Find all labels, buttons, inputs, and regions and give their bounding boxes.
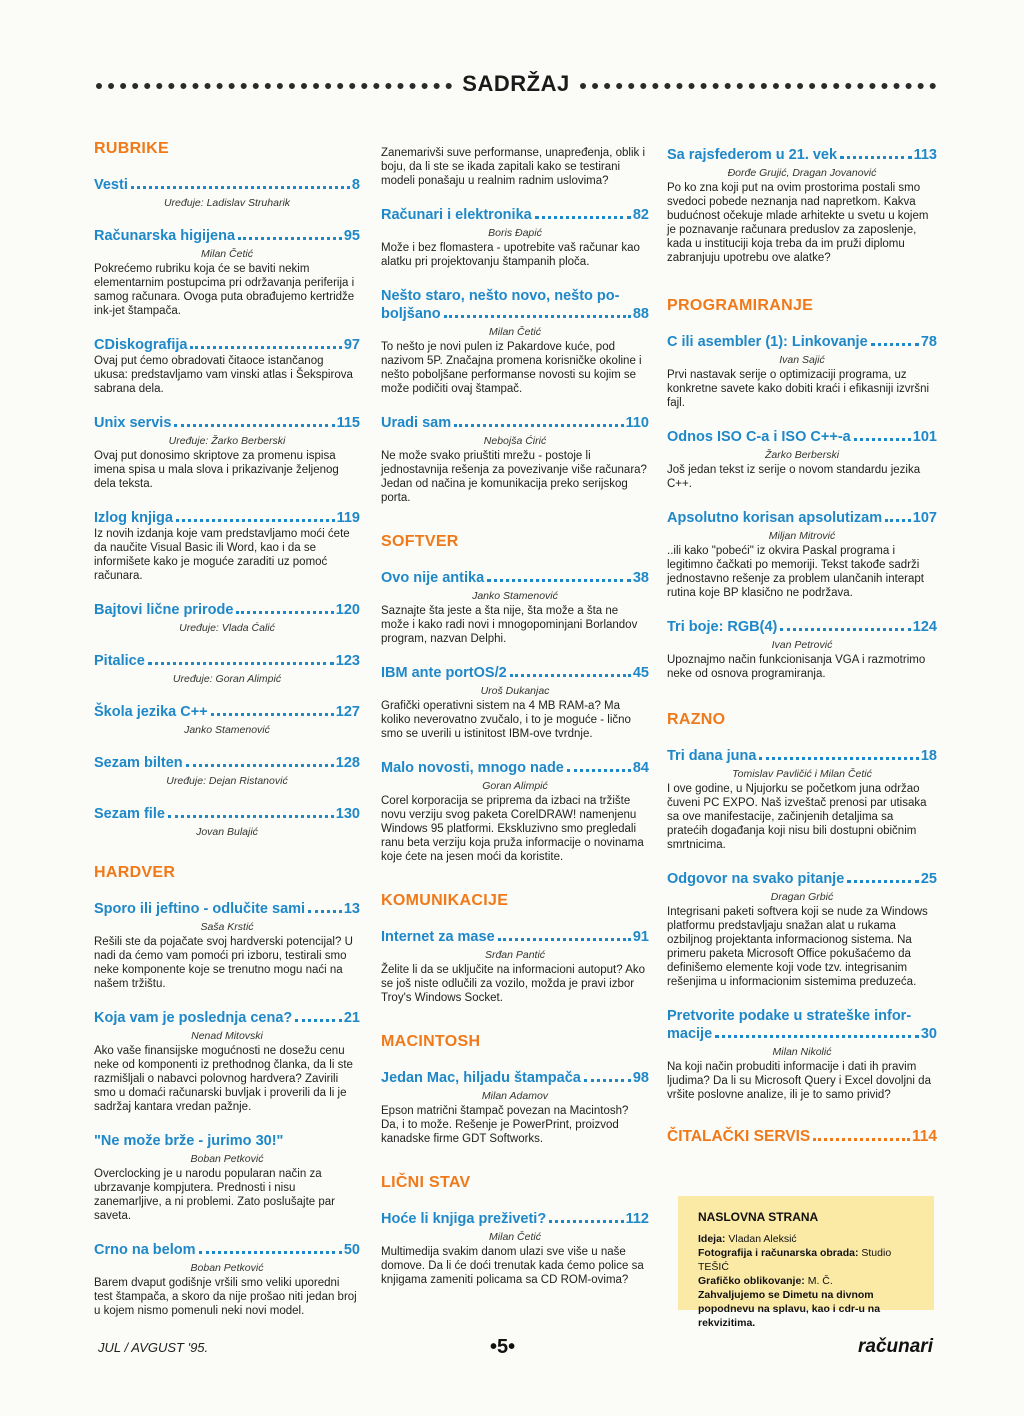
- entry-title: Crno na belom: [94, 1242, 196, 1258]
- entry-title: Škola jezika C++: [94, 704, 208, 720]
- entry-author: Janko Stamenović: [472, 590, 558, 602]
- page-title: SADRŽAJ: [462, 71, 570, 96]
- entry-page: 98: [632, 1070, 649, 1086]
- entry-author: Nenad Mitovski: [191, 1030, 263, 1042]
- entry-title: Uradi sam: [381, 415, 452, 431]
- entry-desc: Epson matrični štampač povezan na Macintosh? Da, i to može. Rešenje je PowerPrint, proizvod kanadske firme GDT Softworks.: [381, 1105, 629, 1145]
- entry-desc: Prvi nastavak serije o optimizaciji programa, uz konkretne savete kako dobiti kraći i efikasniji izvršni fajl.: [667, 369, 930, 409]
- entry-title: Unix servis: [94, 415, 172, 431]
- entry-author: Dragan Grbić: [770, 891, 834, 903]
- entry-file[interactable]: [94, 805, 360, 838]
- entry-rajsfeder[interactable]: [667, 146, 937, 265]
- entry-title: Vesti: [94, 177, 128, 193]
- entry-desc: Overclocking je u narodu popularan način za ubrzavanje kompjutera. Prednosti i nisu zanemarljive, a ni problemi. Zato poslušajte par saveta.: [94, 1168, 335, 1222]
- entry-title: Računari i elektronika: [381, 207, 532, 223]
- section-rubrike: RUBRIKE: [94, 140, 169, 157]
- entry-author: Uređuje: Dejan Ristanović: [166, 775, 288, 787]
- entry-desc: Saznajte šta jeste a šta nije, šta može a šta ne može i kako radi novi i mnogopominjani Borlandov program, nazvan Delphi.: [381, 605, 638, 645]
- entry-title: Ovo nije antika: [381, 570, 485, 586]
- entry-desc: Želite li da se uključite na informacioni autoput? Ako se još niste odlučili za vozilo, možda je pravi izbor Troy's Windows Socket.: [381, 964, 646, 1004]
- entry-desc: Može i bez flomastera - upotrebite vaš računar kao alatku pri projektovanju štampanih ploča.: [381, 242, 640, 268]
- entry-uradi[interactable]: [381, 414, 649, 505]
- entry-title: Odnos ISO C-a i ISO C++-a: [667, 429, 851, 445]
- section-razno: RAZNO: [667, 711, 726, 728]
- entry-page: 95: [343, 228, 360, 244]
- entry-author: Goran Alimpić: [482, 780, 548, 792]
- entry-pitalice[interactable]: [94, 652, 360, 685]
- entry-title: Sezam bilten: [94, 755, 183, 771]
- entry-page: 45: [632, 665, 649, 681]
- entry-author: Milan Adamov: [481, 1090, 549, 1102]
- entry-author: Milan Četić: [489, 1231, 541, 1243]
- entry-desc: Ako vaše finansijske mogućnosti ne dosežu cenu neke od komponenti iz prethodnog članka, da li ste razmišljali o nabavci polovnog hardvera? Zavirili smo u domaći računarski buvljak i proverili da li je sadržaj kantara vredan pažnje.: [94, 1045, 353, 1113]
- entry-title: ČITALAČKI SERVIS: [667, 1128, 811, 1145]
- entry-author: Đorđe Grujić, Dragan Jovanović: [727, 167, 877, 179]
- credit-idea: Ideja: Vladan Aleksić: [698, 1233, 797, 1245]
- page-number: •5•: [490, 1336, 516, 1358]
- entry-author: Tomislav Pavličić i Milan Četić: [732, 768, 872, 780]
- entry-bilten[interactable]: [94, 754, 360, 787]
- entry-title: Pitalice: [94, 653, 145, 669]
- header-dots-left: [96, 83, 452, 89]
- entry-knjiga[interactable]: [381, 1210, 649, 1287]
- entry-page: 78: [920, 334, 937, 350]
- issue-date: JUL / AVGUST '95.: [98, 1340, 209, 1355]
- entry-page: 25: [920, 871, 937, 887]
- entry-page: 128: [335, 755, 360, 771]
- entry-page: 82: [632, 207, 649, 223]
- entry-desc: Ne može svako priuštiti mrežu - postoje li jednostavnija rešenja za povezivanje više računara? Jedan od načina je komunikacija preko serijskog porta.: [381, 450, 647, 504]
- entry-desc: I ove godine, u Njujorku se početkom juna održao čuveni PC EXPO. Naš izveštač prenosi par utisaka sa ove manifestacije, začinjenih detaljima sa pratećih događanja koji nisu bili dostupni običnim smrtnicima.: [667, 783, 927, 851]
- entry-page: 13: [343, 901, 360, 917]
- entry-page: 21: [343, 1010, 360, 1026]
- entry-page: 130: [335, 806, 360, 822]
- section-licni-stav: LIČNI STAV: [381, 1174, 471, 1191]
- entry-cdiskografija[interactable]: [94, 336, 360, 396]
- entry-staro[interactable]: [381, 287, 649, 396]
- entry-page: 38: [632, 570, 649, 586]
- entry-title: Apsolutno korisan apsolutizam: [667, 510, 883, 526]
- entry-rgb[interactable]: [667, 618, 937, 681]
- entry-desc: Grafički operativni sistem na 4 MB RAM-a? Ma koliko neverovatno zvučalo, i to je moguće - lično smo se uverili u istinitost IBM-ove tvrdnje.: [381, 700, 631, 740]
- entry-unix[interactable]: [94, 414, 360, 491]
- entry-page: 101: [912, 429, 937, 445]
- entry-title: Izlog knjiga: [94, 510, 173, 526]
- cover-box-title: NASLOVNA STRANA: [698, 1210, 819, 1224]
- entry-bajtovi[interactable]: [94, 601, 360, 634]
- entry-page: 97: [343, 337, 360, 353]
- entry-author: Janko Stamenović: [184, 724, 270, 736]
- entry-antika[interactable]: [381, 569, 649, 646]
- entry-novosti[interactable]: [381, 759, 649, 864]
- entry-page: 123: [335, 653, 360, 669]
- entry-sporo[interactable]: [94, 900, 360, 991]
- entry-title: Malo novosti, mnogo nade: [381, 760, 564, 776]
- entry-asembler[interactable]: [667, 333, 937, 410]
- entry-title: Tri boje: RGB(4): [667, 619, 778, 635]
- entry-page: 127: [335, 704, 360, 720]
- entry-page: 84: [632, 760, 649, 776]
- entry-author: Ivan Petrović: [771, 639, 833, 651]
- entry-desc: To nešto je novi pulen iz Pakardove kuće, pod nazivom 5P. Značajna promena korisničke okoline i nešto poboljšane performanse novosti su kojim se može podičiti ovaj štampač.: [381, 341, 642, 395]
- entry-desc: Pokrećemo rubriku koja će se baviti nekim elementarnim postupcima pri održavanja periferija i samog računara. Ovoga puta obrađujemo kertridže ink-jet štampača.: [94, 263, 355, 317]
- entry-title: Odgovor na svako pitanje: [667, 871, 845, 887]
- entry-vesti[interactable]: [94, 176, 360, 209]
- entry-desc: Ovaj put ćemo obradovati čitaoce istančanog ukusa: predstavljamo vam vinski atlas i Šekspirova sabrana dela.: [94, 355, 353, 395]
- entry-author: Milan Nikolić: [772, 1046, 832, 1058]
- entry-author: Boban Petković: [190, 1153, 264, 1165]
- entry-title-line1: Pretvorite podake u strateške infor-: [667, 1008, 912, 1024]
- entry-author: Milan Četić: [489, 326, 541, 338]
- cover-credits-box: [678, 1196, 934, 1329]
- entry-page: 50: [343, 1242, 360, 1258]
- entry-skola[interactable]: [94, 703, 360, 736]
- entry-desc: Upoznajmo način funkcionisanja VGA i razmotrimo neke od osnova programiranja.: [667, 654, 926, 680]
- section-komunikacije: KOMUNIKACIJE: [381, 892, 509, 909]
- entry-title: Sezam file: [94, 806, 165, 822]
- entry-title: Hoće li knjiga preživeti?: [381, 1211, 547, 1227]
- entry-author: Uređuje: Vlada Ćalić: [179, 622, 275, 634]
- entry-title: Bajtovi lične prirode: [94, 602, 234, 618]
- entry-page: 30: [920, 1026, 937, 1042]
- entry-page: 115: [336, 415, 360, 431]
- entry-desc: ..ili kako "pobeći" iz okvira Paskal programa i legitimno čačkati po memoriji. Tekst takođe sadrži jednostavno rešenje za problem ulančanih interapt rutina koje BP klasično ne podržava.: [667, 545, 924, 599]
- entry-title: Računarska higijena: [94, 228, 236, 244]
- entry-higijena[interactable]: [94, 227, 360, 318]
- entry-title: IBM ante portOS/2: [381, 665, 507, 681]
- page-header: [96, 64, 936, 104]
- entry-title: Tri dana juna: [667, 748, 757, 764]
- entry-author: Ivan Sajić: [779, 354, 825, 366]
- entry-title: Internet za mase: [381, 929, 495, 945]
- entry-author: Boris Đapić: [488, 227, 542, 239]
- entry-elektronika[interactable]: [381, 206, 649, 269]
- entry-title: Koja vam je poslednja cena?: [94, 1010, 293, 1026]
- entry-mac[interactable]: [381, 1069, 649, 1146]
- entry-pitanje[interactable]: [667, 870, 937, 989]
- magazine-brand: računari: [858, 1336, 933, 1357]
- entry-title: C ili asembler (1): Linkovanje: [667, 334, 868, 350]
- entry-author: Uređuje: Žarko Berberski: [168, 435, 286, 447]
- entry-author: Miljan Mitrović: [768, 530, 836, 542]
- entry-author: Žarko Berberski: [764, 449, 840, 461]
- entry-page: 88: [632, 306, 649, 322]
- entry-title-line2: boljšano: [381, 306, 441, 322]
- column-middle: [381, 146, 649, 1305]
- entry-desc: Barem dvaput godišnje vršili smo veliki uporedni test štampača, a skoro da nije prošao niti jedan broj u kojem nismo pomenuli neki novi model.: [94, 1277, 357, 1317]
- section-programiranje: PROGRAMIRANJE: [667, 297, 814, 314]
- entry-author: Jovan Bulajić: [196, 826, 258, 838]
- entry-page: 119: [336, 510, 360, 526]
- entry-title: Jedan Mac, hiljadu štampača: [381, 1070, 581, 1086]
- column-right: [667, 146, 937, 1164]
- entry-citalacki-servis[interactable]: [667, 1128, 937, 1146]
- entry-author: Uređuje: Ladislav Struharik: [163, 197, 291, 209]
- entry-title: CDiskografija: [94, 337, 188, 353]
- entry-title: Sa rajsfederom u 21. vek: [667, 147, 838, 163]
- entry-page: 107: [912, 510, 937, 526]
- section-softver: SOFTVER: [381, 533, 459, 550]
- entry-apsolutizam[interactable]: [667, 509, 937, 600]
- entry-internet[interactable]: [381, 928, 649, 1005]
- entry-desc: Iz novih izdanja koje vam predstavljamo moći ćete da naučite Visual Basic ili Word, kao i da se informišete kako je moguće zaraditi uz pomoć računara.: [94, 528, 350, 582]
- entry-page: 112: [625, 1211, 649, 1227]
- entry-crno[interactable]: [94, 1241, 360, 1318]
- entry-page: 124: [912, 619, 937, 635]
- entry-desc: Na koji način probuditi informacije i dati ih pravim ljudima? Da li su Microsoft Query i Excel dovoljni da vršite poslovne analize, ili je to samo privid?: [667, 1061, 931, 1101]
- credit-design: Grafičko oblikovanje: M. Č.: [698, 1275, 833, 1287]
- entry-desc: Ovaj put donosimo skriptove za promenu ispisa imena spisa u mala slova i prikazivanje željenog dela teksta.: [94, 450, 339, 490]
- section-macintosh: MACINTOSH: [381, 1033, 481, 1050]
- entry-author: Boban Petković: [190, 1262, 264, 1274]
- entry-title-line2: macije: [667, 1026, 713, 1042]
- entry-author: Srđan Pantić: [484, 949, 546, 961]
- entry-page: 91: [632, 929, 649, 945]
- entry-author: Uređuje: Goran Alimpić: [172, 673, 282, 685]
- entry-cena[interactable]: [94, 1009, 360, 1114]
- entry-iso[interactable]: [667, 428, 937, 491]
- entry-author: Saša Krstić: [200, 921, 254, 933]
- entry-desc: Multimedija svakim danom ulazi sve više u naše domove. Da li će doći trenutak kada ćemo police sa knjigama zameniti policama sa CD ROM-ovima?: [381, 1246, 644, 1286]
- entry-podaci[interactable]: [667, 1007, 937, 1102]
- entry-page: 120: [335, 602, 360, 618]
- entry-page: 113: [913, 147, 937, 163]
- section-hardver: HARDVER: [94, 864, 176, 881]
- column-left: [94, 140, 360, 1336]
- entry-desc: Integrisani paketi softvera koji se nude za Windows platformu predstavljaju snažan alat u rukama ozbiljnog projektanta informacionog sistema. Na primeru paketa Microsoft Office pokušaćemo da definišemo elemente koji vode tzv. integrisanim rešenjima u informacionim sistemima preduzeća.: [667, 906, 928, 988]
- credit-thanks: Zahvaljujemo se Dimetu na divnom popodnevu na splavu, kao i cdr-u na rekvizitima.: [698, 1289, 881, 1329]
- entry-author: Nebojša Ćirić: [483, 435, 547, 447]
- credit-photo: Fotografija i računarska obrada: Studio TEŠIĆ: [698, 1247, 892, 1273]
- entry-desc: Rešili ste da pojačate svoj hardverski potencijal? U nadi da ćemo vam pomoći pri izboru, testirali smo neke komponente koje se trenutno mogu naći na našem tržištu.: [94, 936, 353, 990]
- entry-izlog[interactable]: [94, 509, 360, 583]
- entry-desc: Corel korporacija se priprema da izbaci na tržište novu verziju svog paketa CorelDRAW! namenjenu Windows 95 platformi. Ekskluzivno smo pregledali ranu beta verziju koja pruža informacije o novinama koje ćete na jesen moći da koristite.: [381, 795, 644, 863]
- entry-ibm[interactable]: [381, 664, 649, 741]
- entry-desc: Po ko zna koji put na ovim prostorima postali smo svedoci pobede neznanja nad napretkom. Kakva budućnost očekuje mlade arhitekte u svetu u kojem je poznavanje računara preduslov za zaposlenje, kada u instituciji koja treba da im pruži diplomu zabranjuju upotrebu ove alatke?: [667, 182, 929, 264]
- entry-title: "Ne može brže - jurimo 30!": [94, 1133, 284, 1149]
- continued-desc: Zanemarivši suve performanse, unapređenja, oblik i boju, da li ste se ikada zapitali kako se testirani modeli ponašaju u realnim radnim uslovima?: [381, 147, 645, 187]
- entry-title: Sporo ili jeftino - odlučite sami: [94, 901, 306, 917]
- entry-author: Milan Četić: [201, 248, 253, 260]
- entry-page: 114: [911, 1128, 937, 1145]
- entry-page: 110: [625, 415, 649, 431]
- header-dots-right: [580, 83, 936, 89]
- entry-author: Uroš Dukanjac: [480, 685, 550, 697]
- entry-desc: Još jedan tekst iz serije o novom standardu jezika C++.: [667, 464, 921, 490]
- entry-page: 18: [920, 748, 937, 764]
- entry-page: 8: [351, 177, 360, 193]
- entry-juna[interactable]: [667, 747, 937, 852]
- entry-brze[interactable]: [94, 1132, 360, 1223]
- entry-title-line1: Nešto staro, nešto novo, nešto po-: [381, 288, 620, 304]
